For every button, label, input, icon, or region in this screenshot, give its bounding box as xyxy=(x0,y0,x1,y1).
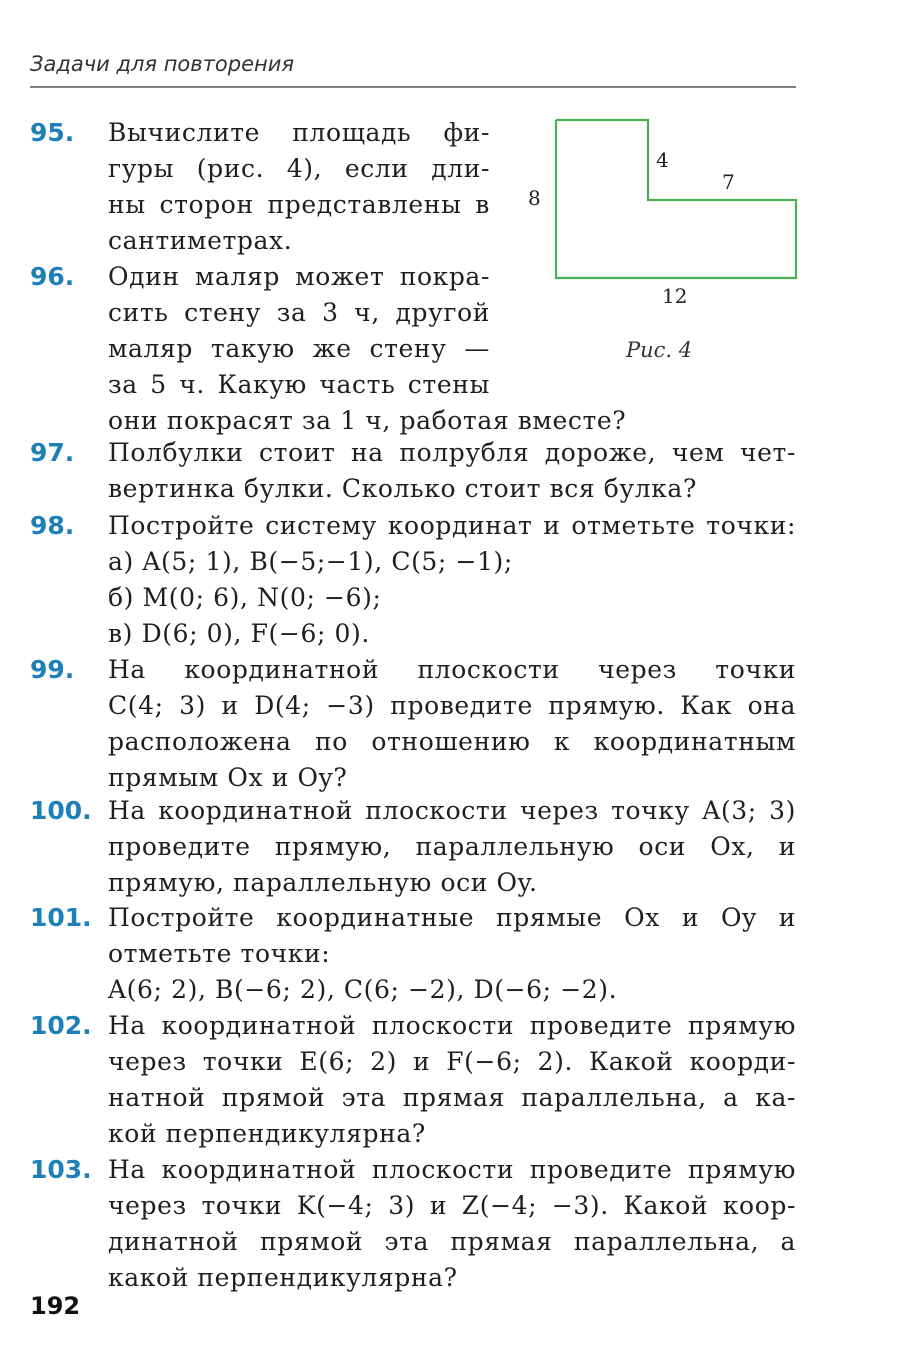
task-number: 103. xyxy=(30,1155,92,1184)
task-line: расположена по отношению к координатным xyxy=(108,727,796,756)
header-divider xyxy=(30,86,796,88)
task-line: Постройте систему координат и отметьте точки: xyxy=(108,511,796,540)
task-line: C(4; 3) и D(4; −3) проведите прямую. Как она xyxy=(108,691,796,720)
task-line: какой перпендикулярна? xyxy=(108,1263,458,1292)
task-number: 97. xyxy=(30,438,75,467)
task-line: Вычислите площадь фи- xyxy=(108,118,490,147)
task-line: Один маляр может покра- xyxy=(108,262,490,291)
task-line: б) M(0; 6), N(0; −6); xyxy=(108,583,382,612)
task-line: динатной прямой эта прямая параллельна, а xyxy=(108,1227,796,1256)
task-line: A(6; 2), B(−6; 2), C(6; −2), D(−6; −2). xyxy=(108,975,618,1004)
task-line: через точки E(6; 2) и F(−6; 2). Какой коорди- xyxy=(108,1047,796,1076)
task-line: сантиметрах. xyxy=(108,226,293,255)
task-line: прямым Ox и Oy? xyxy=(108,763,348,792)
figure-caption: Рис. 4 xyxy=(626,338,693,362)
task-line: сить стену за 3 ч, другой xyxy=(108,298,490,327)
task-number: 98. xyxy=(30,511,75,540)
task-line: На координатной плоскости через точки xyxy=(108,655,796,684)
task-line: через точки K(−4; 3) и Z(−4; −3). Какой коор- xyxy=(108,1191,796,1220)
page-number: 192 xyxy=(30,1292,81,1320)
task-line: отметьте точки: xyxy=(108,939,331,968)
label-step: 4 xyxy=(656,148,669,172)
task-number: 96. xyxy=(30,262,75,291)
label-top-right: 7 xyxy=(722,170,735,194)
task-line: а) A(5; 1), B(−5;−1), C(5; −1); xyxy=(108,547,513,576)
task-line: они покрасят за 1 ч, работая вместе? xyxy=(108,406,627,435)
task-line: гуры (рис. 4), если дли- xyxy=(108,154,490,183)
task-line: На координатной плоскости проведите прямую xyxy=(108,1155,796,1184)
task-line: прямую, параллельную оси Oy. xyxy=(108,868,538,897)
task-line: за 5 ч. Какую часть стены xyxy=(108,370,490,399)
task-line: Постройте координатные прямые Ox и Oy и xyxy=(108,903,796,932)
l-shape-figure xyxy=(520,110,820,310)
task-line: натной прямой эта прямая параллельна, а ка- xyxy=(108,1083,796,1112)
label-left-side: 8 xyxy=(528,186,541,210)
task-number: 102. xyxy=(30,1011,92,1040)
task-number: 99. xyxy=(30,655,75,684)
figure-4 xyxy=(520,110,820,370)
task-line: проведите прямую, параллельную оси Ox, и xyxy=(108,832,796,861)
task-number: 95. xyxy=(30,118,75,147)
task-line: Полбулки стоит на полрубля дороже, чем чет- xyxy=(108,438,796,467)
section-header: Задачи для повторения xyxy=(30,52,294,76)
task-number: 101. xyxy=(30,903,92,932)
label-bottom: 12 xyxy=(662,284,688,308)
task-number: 100. xyxy=(30,796,92,825)
task-line: вертинка булки. Сколько стоит вся булка? xyxy=(108,474,697,503)
task-line: На координатной плоскости через точку A(3; 3) xyxy=(108,796,796,825)
task-line: маляр такую же стену — xyxy=(108,334,490,363)
task-line: кой перпендикулярна? xyxy=(108,1119,426,1148)
figure-outline xyxy=(556,120,796,278)
task-line: ны сторон представлены в xyxy=(108,190,490,219)
task-line: На координатной плоскости проведите прямую xyxy=(108,1011,796,1040)
task-line: в) D(6; 0), F(−6; 0). xyxy=(108,619,370,648)
